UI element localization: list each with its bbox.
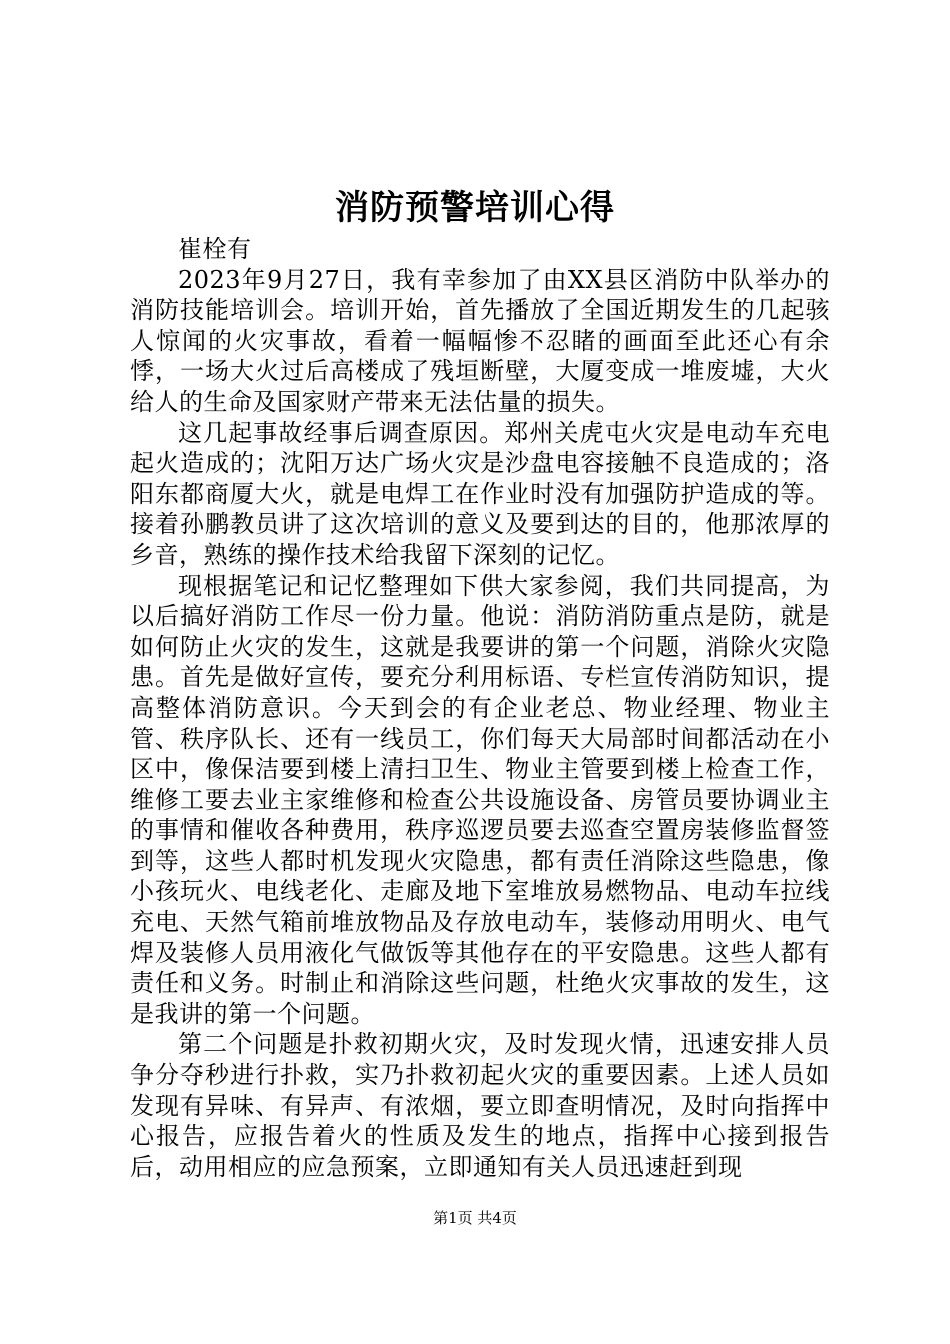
page-number-footer: 第1页 共4页: [433, 1209, 517, 1227]
paragraph-4: 第二个问题是扑救初期火灾，及时发现火情，迅速安排人员争分夺秒进行扑救，实乃扑救初起火灾的重要因素。上述人员如发现有异味、有异声、有浓烟，要立即查明情况，及时向指挥中心报告，应报告着火的性质及发生的地点，指挥中心接到报告后，动用相应的应急预案，立即通知有关人员迅速赶到现: [130, 1030, 830, 1181]
author-name: 崔栓有: [178, 235, 252, 263]
document-body: [130, 234, 830, 1182]
paragraph-2: 这几起事故经事后调查原因。郑州关虎屯火灾是电动车充电起火造成的；沈阳万达广场火灾是沙盘电容接触不良造成的；洛阳东都商厦大火，就是电焊工在作业时没有加强防护造成的等。接着孙鹏教员讲了这次培训的意义及要到达的目的，他那浓厚的乡音，熟练的操作技术给我留下深刻的记忆。: [130, 418, 830, 569]
paragraph-3: 现根据笔记和记忆整理如下供大家参阅，我们共同提高，为以后搞好消防工作尽一份力量。他说：消防消防重点是防，就是如何防止火灾的发生，这就是我要讲的第一个问题，消除火灾隐患。首先是做好宣传，要充分利用标语、专栏宣传消防知识，提高整体消防意识。今天到会的有企业老总、物业经理、物业主管、秩序队长、还有一线员工，你们每天大局部时间都活动在小区中，像保洁要到楼上清扫卫生、物业主管要到楼上检查工作，维修工要去业主家维修和检查公共设施设备、房管员要协调业主的事情和催收各种费用，秩序巡逻员要去巡查空置房装修监督签到等，这些人都时机发现火灾隐患，都有责任消除这些隐患，像小孩玩火、电线老化、走廊及地下室堆放易燃物品、电动车拉线充电、天然气箱前堆放物品及存放电动车，装修动用明火、电气焊及装修人员用液化气做饭等其他存在的平安隐患。这些人都有责任和义务。时制止和消除这些问题，杜绝火灾事故的发生，这是我讲的第一个问题。: [130, 571, 830, 1028]
document-title: 消防预警培训心得: [335, 188, 615, 228]
paragraph-1: 2023年9月27日，我有幸参加了由XX县区消防中队举办的消防技能培训会。培训开始，首先播放了全国近期发生的几起骇人惊闻的火灾事故，看着一幅幅惨不忍睹的画面至此还心有余悸，一场大火过后高楼成了残垣断壁，大厦变成一堆废墟，大火给人的生命及国家财产带来无法估量的损失。: [130, 265, 830, 416]
